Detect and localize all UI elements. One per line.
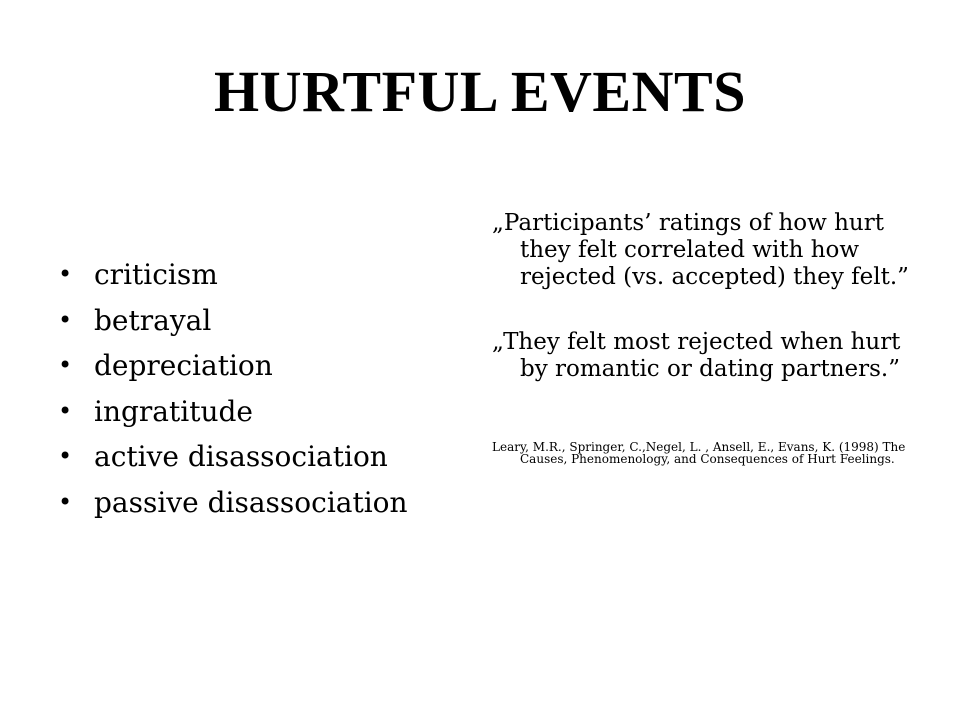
bullet-icon: •	[58, 351, 73, 379]
bullet-list	[58, 252, 478, 525]
quote-correlation: „Participants’ ratings of how hurt they felt correlated with how rejected (vs. accepted) they felt.”	[492, 210, 909, 290]
bullet-icon: •	[58, 442, 73, 470]
bullet-text: passive disassociation	[94, 485, 408, 519]
bullet-item	[58, 480, 478, 526]
bullet-icon: •	[58, 396, 73, 425]
citation: Leary, M.R., Springer, C.,Negel, L. , Ansell, E., Evans, K. (1998) The Causes, Phenomenology, and Consequences of Hurt Feelings.	[492, 440, 906, 466]
slide-title: HURTFUL EVENTS	[214, 59, 746, 124]
bullet-item	[58, 434, 478, 480]
bullet-item	[58, 252, 478, 298]
bullet-text: active disassociation	[94, 440, 388, 473]
bullet-item	[58, 343, 478, 389]
bullet-icon: •	[58, 487, 73, 516]
bullet-text: betrayal	[94, 303, 212, 337]
bullet-icon: •	[58, 305, 73, 334]
bullet-text: depreciation	[94, 349, 273, 382]
quote-romantic-partners: „They felt most rejected when hurt by romantic or dating partners.”	[492, 329, 901, 382]
bullet-text: criticism	[94, 258, 218, 291]
bullet-icon: •	[58, 260, 73, 288]
bullet-item	[58, 389, 478, 435]
quote-column	[492, 210, 912, 465]
bullet-text: ingratitude	[94, 394, 253, 428]
bullet-item	[58, 298, 478, 344]
